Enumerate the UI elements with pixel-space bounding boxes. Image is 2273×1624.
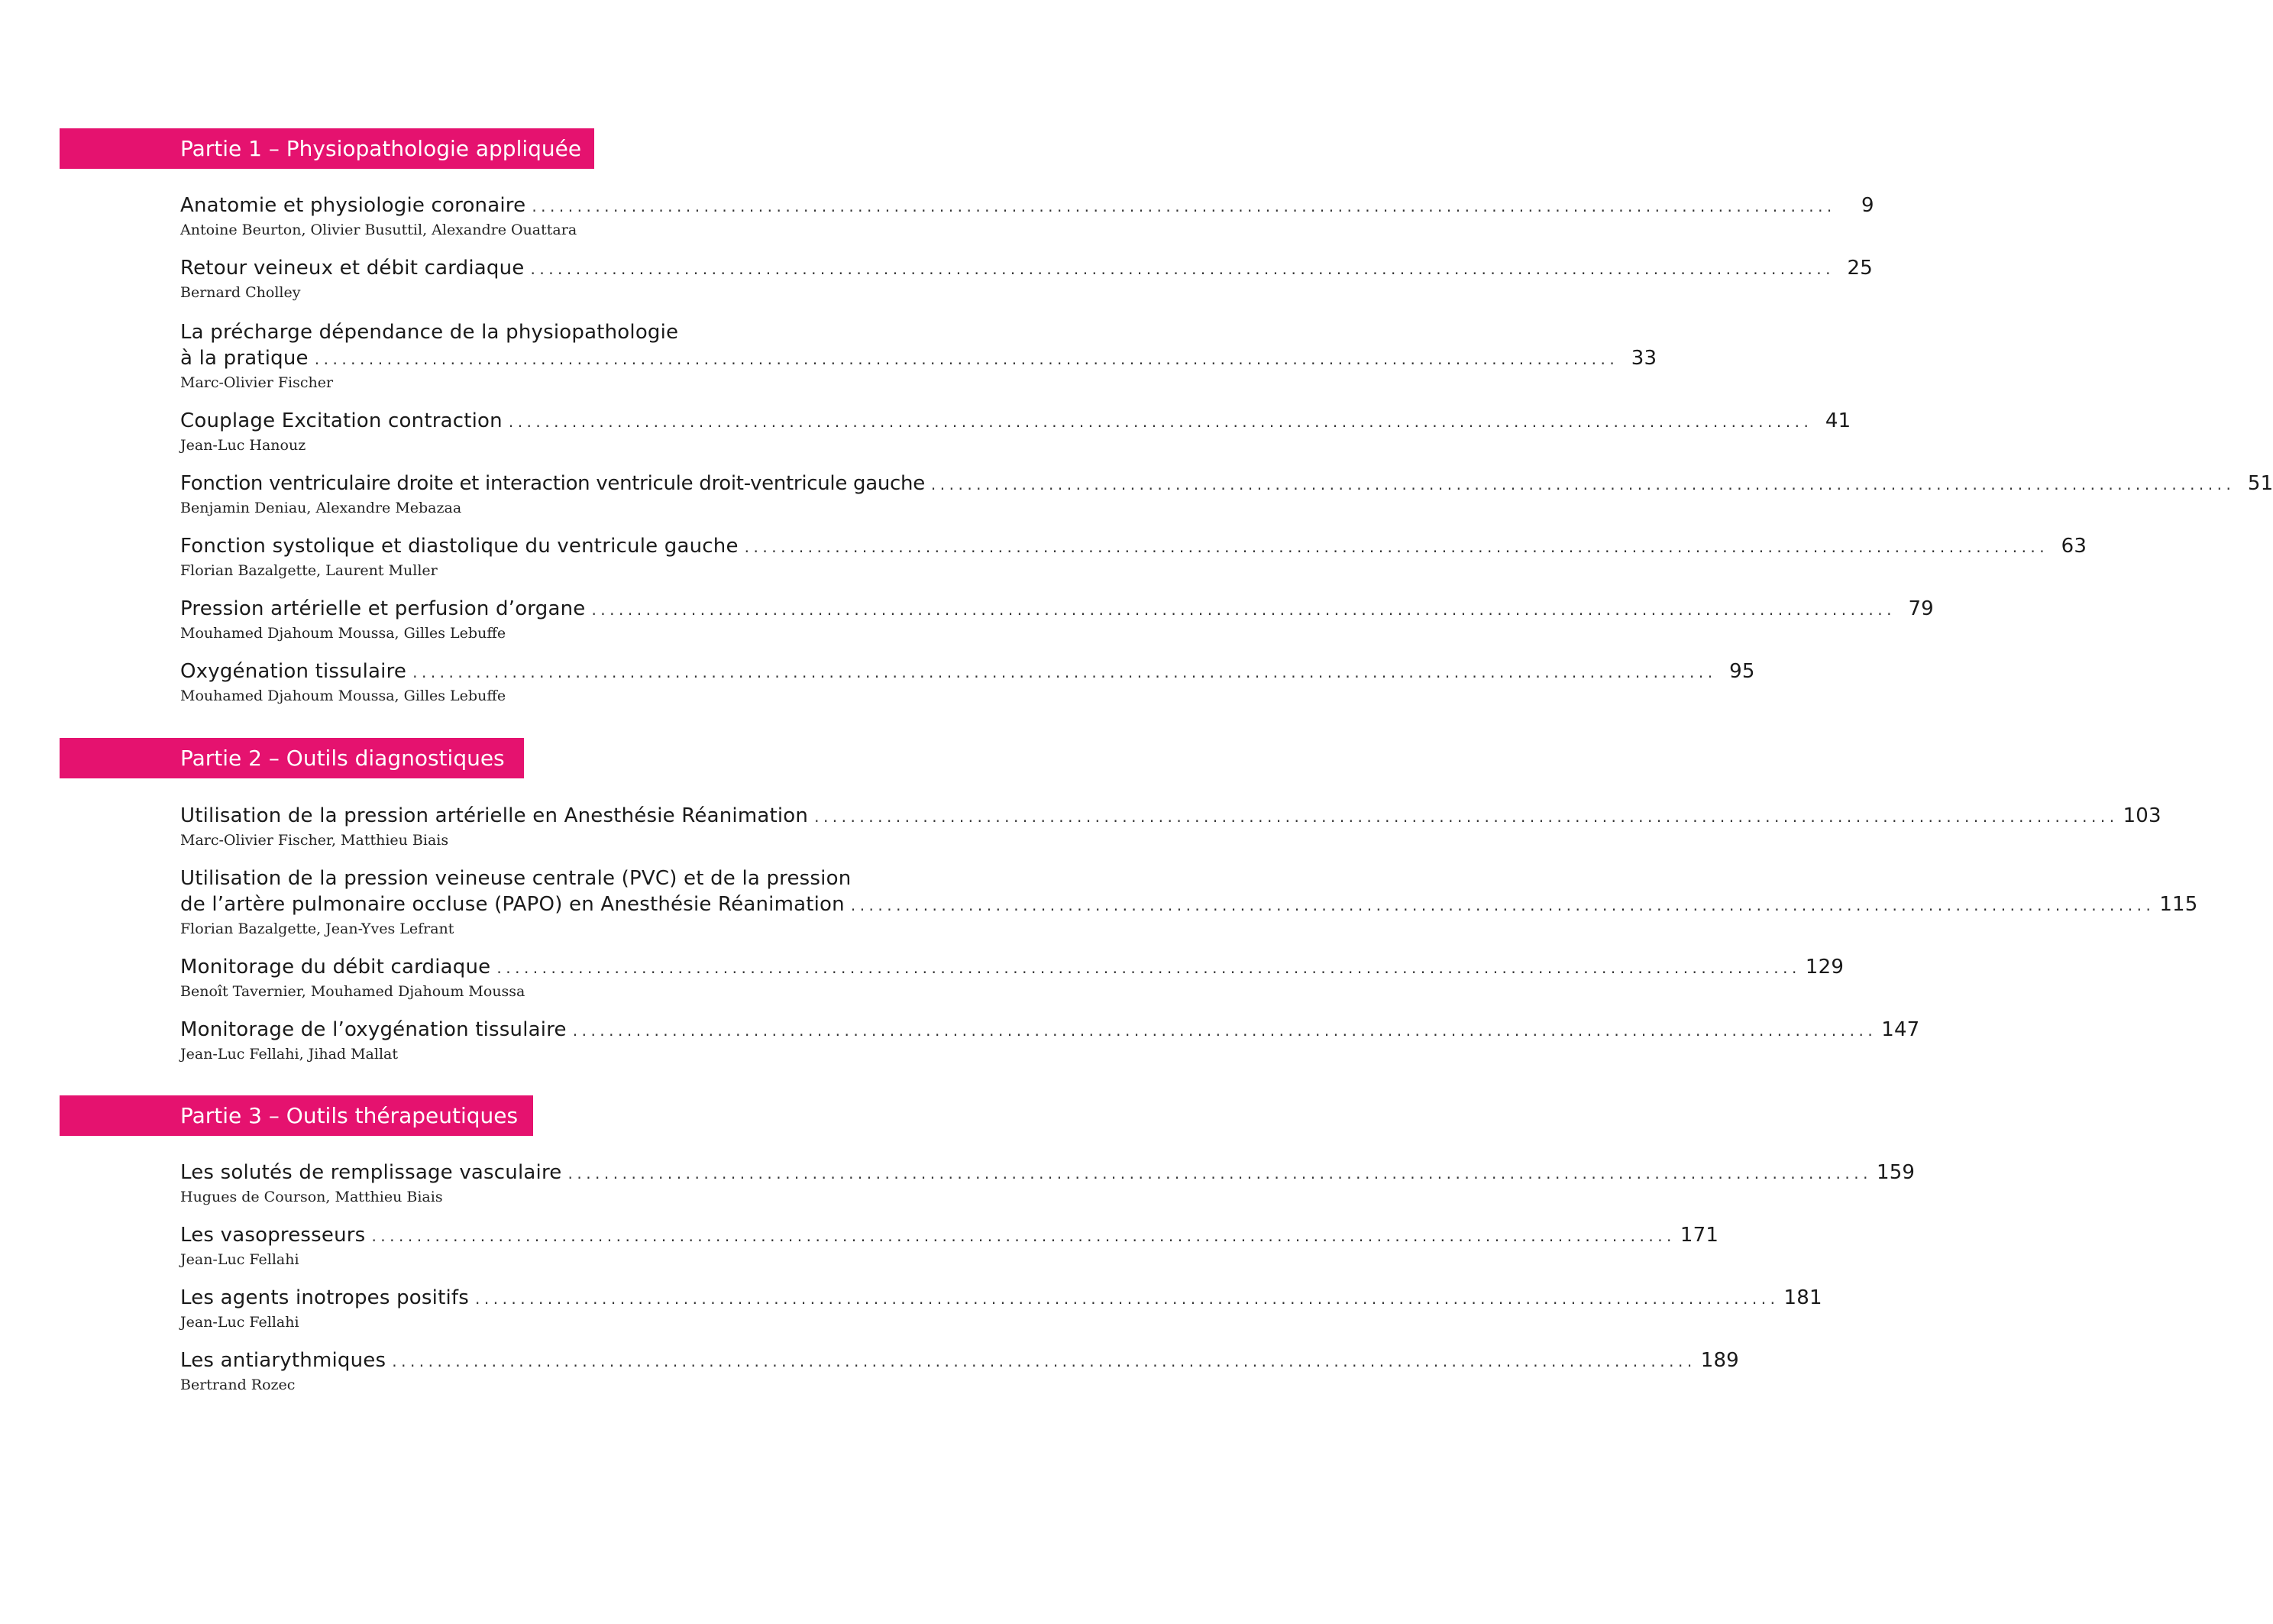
toc-entry-title-line: [180, 1222, 1719, 1248]
toc-entry-title-line: [180, 803, 2161, 829]
toc-entry-authors: Marc-Olivier Fischer: [180, 374, 334, 391]
toc-entry-title-line: [180, 255, 1873, 281]
toc-entry-title-line: [180, 345, 1657, 371]
toc-entry[interactable]: [180, 1347, 1739, 1395]
toc-entry-authors: Jean-Luc Hanouz: [180, 437, 306, 454]
toc-entry-title-line: [180, 1285, 1822, 1311]
toc-entry-title: Les vasopresseurs: [180, 1224, 366, 1247]
toc-entry-title-first-line: Utilisation de la pression veineuse centrale (PVC) et de la pression: [180, 867, 852, 890]
toc-entry[interactable]: [180, 1222, 1719, 1270]
toc-entry-title: Retour veineux et débit cardiaque: [180, 257, 525, 280]
toc-entry-authors: Hugues de Courson, Matthieu Biais: [180, 1189, 443, 1205]
toc-entry-title-line: [180, 1347, 1739, 1373]
toc-entry-page: 189: [1700, 1349, 1739, 1372]
toc-entry[interactable]: [180, 255, 1873, 302]
dot-leader: ................................................................................................................................................: [567, 1164, 1872, 1182]
dot-leader: ................................................................................................................................................: [530, 260, 1835, 278]
toc-entry-page: 9: [1861, 194, 1874, 217]
toc-entry[interactable]: [180, 865, 2198, 939]
toc-entry-title-line: [180, 533, 2087, 559]
toc-entry-page: 51: [2247, 472, 2273, 495]
toc-entry-page: 181: [1783, 1286, 1822, 1309]
toc-entry-authors: Jean-Luc Fellahi: [180, 1251, 299, 1268]
toc-entry-authors: Jean-Luc Fellahi: [180, 1314, 299, 1331]
toc-entry-title-line: [180, 471, 2273, 497]
dot-leader: ................................................................................................................................................: [572, 1021, 1877, 1040]
toc-entry-page: 41: [1825, 409, 1851, 432]
toc-entry[interactable]: [180, 596, 1934, 643]
toc-entry-title: Oxygénation tissulaire: [180, 660, 407, 683]
toc-entry-page: 33: [1631, 347, 1657, 370]
toc-entry-page: 95: [1729, 660, 1755, 683]
dot-leader: ................................................................................................................................................: [496, 959, 1801, 977]
toc-entry-title-line: [180, 192, 1874, 218]
toc-entry-title: Utilisation de la pression artérielle en Anesthésie Réanimation: [180, 804, 809, 827]
toc-entry[interactable]: [180, 803, 2161, 850]
dot-leader: ................................................................................................................................................: [850, 896, 2155, 914]
toc-entry[interactable]: [180, 954, 1845, 1001]
toc-entry[interactable]: [180, 471, 2273, 518]
toc-entry-page: 25: [1847, 257, 1873, 280]
toc-entry-title: à la pratique: [180, 347, 309, 370]
toc-entry-title: Les agents inotropes positifs: [180, 1286, 469, 1309]
toc-entry-authors: Mouhamed Djahoum Moussa, Gilles Lebuffe: [180, 687, 506, 704]
dot-leader: ................................................................................................................................................: [744, 538, 2049, 556]
toc-entry-authors: Benjamin Deniau, Alexandre Mebazaa: [180, 500, 462, 516]
toc-entry-title: Couplage Excitation contraction: [180, 409, 503, 432]
toc-entry-title-first-line: La précharge dépendance de la physiopathologie: [180, 321, 679, 344]
toc-entry-title-line: [180, 596, 1934, 622]
toc-entry-title: Pression artérielle et perfusion d’organe: [180, 597, 586, 620]
toc-entry-page: 115: [2159, 893, 2198, 916]
toc-entry-title: Fonction ventriculaire droite et interaction ventricule droit-ventricule gauche: [180, 472, 925, 495]
toc-entry-authors: Bertrand Rozec: [180, 1377, 296, 1393]
toc-entry-title: Les solutés de remplissage vasculaire: [180, 1161, 562, 1184]
toc-entry-authors: Antoine Beurton, Olivier Busuttil, Alexandre Ouattara: [180, 222, 577, 238]
toc-entry-authors: Florian Bazalgette, Laurent Muller: [180, 562, 438, 579]
toc-entry-page: 147: [1881, 1018, 1920, 1041]
toc-entry-page: 63: [2061, 535, 2087, 558]
toc-entry-authors: Florian Bazalgette, Jean-Yves Lefrant: [180, 920, 454, 937]
toc-entry[interactable]: [180, 1017, 1920, 1064]
dot-leader: ................................................................................................................................................: [475, 1289, 1780, 1308]
toc-entry-title: Fonction systolique et diastolique du ventricule gauche: [180, 535, 739, 558]
toc-entry-title-line: [180, 891, 2198, 917]
toc-entry[interactable]: [180, 658, 1755, 706]
dot-leader: ................................................................................................................................................: [532, 197, 1836, 215]
toc-entry[interactable]: [180, 408, 1851, 455]
toc-entry-authors: Mouhamed Djahoum Moussa, Gilles Lebuffe: [180, 625, 506, 642]
toc-entry-authors: Marc-Olivier Fischer, Matthieu Biais: [180, 832, 449, 849]
toc-entry-title: Monitorage de l’oxygénation tissulaire: [180, 1018, 567, 1041]
toc-entry-title: Les antiarythmiques: [180, 1349, 386, 1372]
toc-entry-title-line: [180, 954, 1845, 980]
toc-entry-title-line: [180, 408, 1851, 434]
part-1-banner: Partie 1 – Physiopathologie appliquée: [60, 128, 594, 169]
toc-entry-title: Monitorage du débit cardiaque: [180, 956, 491, 979]
toc-entry-authors: Benoît Tavernier, Mouhamed Djahoum Moussa: [180, 983, 525, 1000]
toc-entry-page: 79: [1908, 597, 1934, 620]
toc-entry-page: 171: [1680, 1224, 1719, 1247]
dot-leader: ................................................................................................................................................: [930, 475, 2236, 493]
toc-entry-authors: Bernard Cholley: [180, 284, 301, 301]
toc-entry-title-line: [180, 1017, 1920, 1043]
toc-entry-title: de l’artère pulmonaire occluse (PAPO) en Anesthésie Réanimation: [180, 893, 845, 916]
toc-entry[interactable]: [180, 319, 1657, 393]
toc-entry[interactable]: [180, 533, 2087, 581]
dot-leader: ................................................................................................................................................: [412, 663, 1717, 681]
dot-leader: ................................................................................................................................................: [814, 807, 2119, 826]
toc-entry-authors: Jean-Luc Fellahi, Jihad Mallat: [180, 1046, 398, 1063]
dot-leader: ................................................................................................................................................: [392, 1352, 1696, 1370]
toc-entry[interactable]: [180, 1160, 1916, 1207]
toc-entry-page: 103: [2123, 804, 2161, 827]
dot-leader: ................................................................................................................................................: [591, 600, 1896, 619]
toc-entry-page: 159: [1876, 1161, 1916, 1184]
dot-leader: ................................................................................................................................................: [508, 412, 1813, 431]
toc-entry[interactable]: [180, 192, 1874, 240]
part-2-banner: Partie 2 – Outils diagnostiques: [60, 738, 524, 778]
toc-entry-title-line: [180, 658, 1755, 684]
toc-entry-page: 129: [1805, 956, 1845, 979]
toc-entry-title-line: [180, 1160, 1916, 1186]
dot-leader: ................................................................................................................................................: [314, 350, 1619, 368]
dot-leader: ................................................................................................................................................: [371, 1227, 1676, 1245]
part-3-banner: Partie 3 – Outils thérapeutiques: [60, 1095, 533, 1136]
toc-entry-title: Anatomie et physiologie coronaire: [180, 194, 526, 217]
toc-entry[interactable]: [180, 1285, 1822, 1332]
